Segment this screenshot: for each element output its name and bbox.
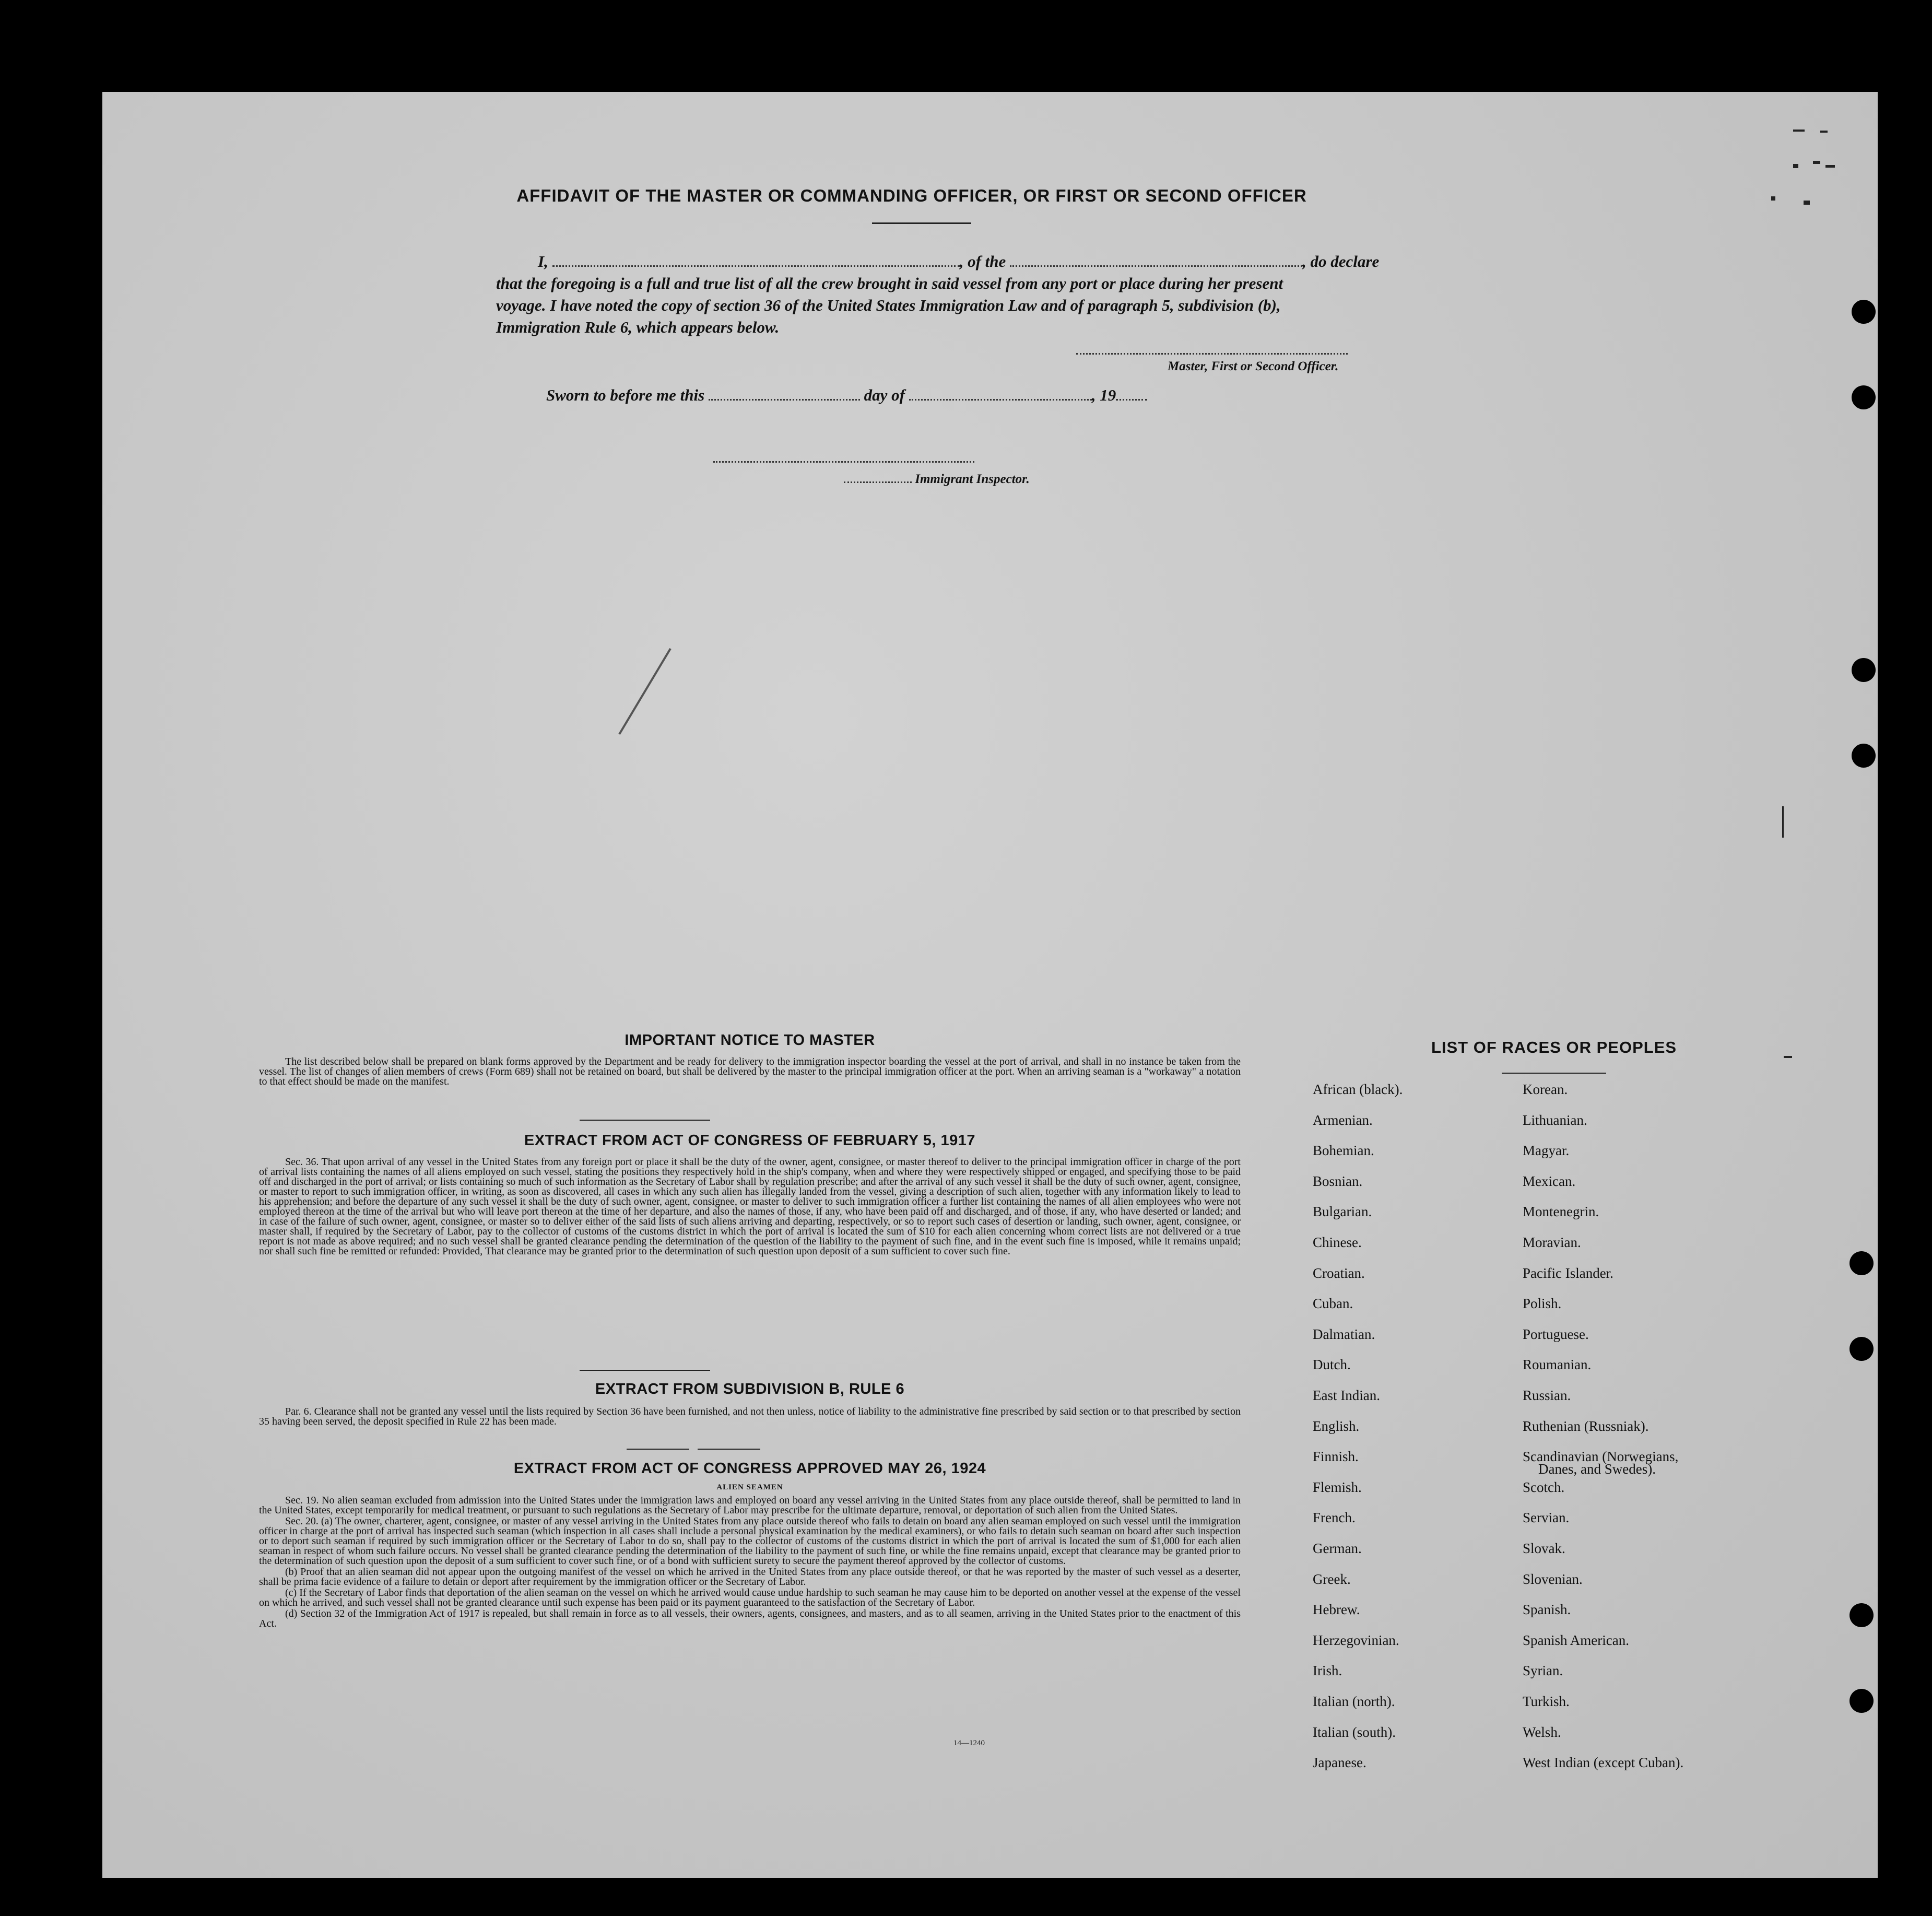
word-of-the: , of the bbox=[959, 252, 1006, 271]
punch-hole bbox=[1849, 1603, 1874, 1627]
left-race-item: Japanese. bbox=[1313, 1755, 1366, 1771]
binding-mark bbox=[1813, 161, 1820, 164]
right-race-item: Syrian. bbox=[1523, 1663, 1563, 1679]
notice-title: IMPORTANT NOTICE TO MASTER bbox=[625, 1032, 875, 1049]
word-i: I, bbox=[538, 252, 548, 271]
left-race-item: Flemish. bbox=[1313, 1479, 1362, 1495]
left-race-item: Irish. bbox=[1313, 1663, 1342, 1679]
right-race-item: Turkish. bbox=[1523, 1694, 1570, 1709]
right-race-item: Lithuanian. bbox=[1523, 1112, 1587, 1128]
extract-rule6-title: EXTRACT FROM SUBDIVISION B, RULE 6 bbox=[595, 1381, 905, 1397]
master-caption: Master, First or Second Officer. bbox=[1168, 359, 1339, 373]
extract-1924-body bbox=[259, 1496, 1241, 1630]
right-race-item: Spanish. bbox=[1523, 1602, 1571, 1618]
right-race-item: Polish. bbox=[1523, 1296, 1562, 1312]
left-race-item: Bohemian. bbox=[1313, 1143, 1374, 1159]
year-prefix: , 19 bbox=[1091, 386, 1116, 404]
extract-1924-paragraph: (d) Section 32 of the Immigration Act of 1917 is repealed, but shall remain in force as to all vessels, their owners, agents, consignees, and masters, and as to all seamen, arriving in the United States prior to the enactment of this Act. bbox=[259, 1608, 1241, 1629]
section-divider bbox=[580, 1120, 710, 1121]
form-number: 14—1240 bbox=[953, 1739, 985, 1747]
sworn-day-blank[interactable] bbox=[709, 396, 860, 401]
left-race-item: Finnish. bbox=[1313, 1449, 1359, 1465]
punch-hole bbox=[1849, 1251, 1874, 1275]
notice-paragraph: The list described below shall be prepared on blank forms approved by the Department and be ready for delivery to the immigration inspector boarding the vessel at the port of arrival, and shall in no instance be taken from the vessel. The list of changes of alien members of crews (Form 689) shall not be retained on board, but shall be delivered by the master to the principal immigration officer at the port. When an arriving seaman is a "workaway" a notation to that effect should be made on the manifest. bbox=[259, 1056, 1241, 1087]
name-blank[interactable] bbox=[552, 262, 960, 267]
declaration-line-1: that the foregoing is a full and true list of all the crew brought in said vessel from any port or place during her present bbox=[496, 274, 1283, 292]
inspector-blank[interactable] bbox=[844, 478, 912, 483]
left-race-item: Bulgarian. bbox=[1313, 1204, 1372, 1220]
right-race-item: Montenegrin. bbox=[1523, 1204, 1599, 1220]
punch-hole bbox=[1852, 658, 1876, 682]
extract-1924-paragraph: Sec. 20. (a) The owner, charterer, agent, consignee, or master of any vessel arriving in the United States from any place outside thereof who fails to detain on board any alien seaman employed on such vessel until the immigration officer in charge at the port of arrival has inspected such seaman (which inspection in all cases shall include a personal physical examination by the medical examiners), or who fails to detain such seaman on board after such inspection or to deport such seaman if required by such immigration officer or the Secretary of Labor to do so, shall pay to the collector of customs of the customs district in which the port of arrival is located the sum of $1,000 for each alien seaman in respect of whom such failure occurs. No vessel shall be granted clearance pending the determination of the liability to the payment of such fine, or while the fine remains unpaid, except that clearance may be granted prior to the determination of such question upon the deposit of a sum sufficient to cover such fine, or of a bond with sufficient surety to secure the payment thereof approved by the collector of customs. bbox=[259, 1515, 1241, 1567]
inspector-signature-line[interactable] bbox=[713, 461, 974, 463]
binding-mark bbox=[1771, 196, 1775, 201]
races-title: LIST OF RACES OR PEOPLES bbox=[1431, 1038, 1677, 1056]
right-race-item: Magyar. bbox=[1523, 1143, 1570, 1159]
left-race-item: Italian (north). bbox=[1313, 1694, 1395, 1709]
left-race-item: East Indian. bbox=[1313, 1388, 1380, 1403]
declaration-line-2: voyage. I have noted the copy of section 36 of the United States Immigration Law and of paragraph 5, subdivision (b), bbox=[496, 296, 1281, 314]
right-race-item: Pacific Islander. bbox=[1523, 1265, 1613, 1281]
punch-hole bbox=[1852, 385, 1876, 409]
right-race-item: Korean. bbox=[1523, 1082, 1568, 1097]
extract-1924-paragraph: (c) If the Secretary of Labor finds that deportation of the alien seaman on the vessel on which he arrived would cause undue hardship to such seaman he may cause him to be deported on another vessel at the expense of the vessel on which he arrived, and such vessel shall not be granted clearance until such expense has been paid or its payment guaranteed to the satisfaction of the Secretary of Labor. bbox=[259, 1587, 1241, 1608]
section-divider bbox=[627, 1449, 689, 1450]
extract-1917-body bbox=[259, 1157, 1241, 1257]
punch-hole bbox=[1849, 1337, 1874, 1361]
left-race-item: German. bbox=[1313, 1541, 1362, 1556]
left-race-item: Cuban. bbox=[1313, 1296, 1353, 1312]
left-race-item: Herzegovinian. bbox=[1313, 1632, 1399, 1648]
binding-mark bbox=[1820, 131, 1828, 133]
left-race-item: Bosnian. bbox=[1313, 1173, 1363, 1189]
right-race-item: Scotch. bbox=[1523, 1479, 1565, 1495]
day-of-text: day of bbox=[864, 386, 905, 404]
master-signature-line[interactable] bbox=[1076, 353, 1348, 355]
left-race-item: Dutch. bbox=[1313, 1357, 1351, 1373]
extract-rule6-paragraph: Par. 6. Clearance shall not be granted any vessel until the lists required by Section 36 have been furnished, and not then unless, notice of liability to the administrative fine prescribed by said section or to that prescribed by section 35 having been served, the deposit specified in Rule 22 has been made. bbox=[259, 1406, 1241, 1427]
left-race-item: Armenian. bbox=[1313, 1112, 1373, 1128]
alien-seamen-subtitle: ALIEN SEAMEN bbox=[716, 1483, 783, 1491]
left-race-item: African (black). bbox=[1313, 1082, 1403, 1097]
left-race-item: Croatian. bbox=[1313, 1265, 1365, 1281]
left-race-item: Italian (south). bbox=[1313, 1724, 1396, 1740]
inspector-line bbox=[844, 472, 1030, 487]
punch-hole bbox=[1852, 300, 1876, 324]
vessel-blank[interactable] bbox=[1010, 262, 1302, 267]
extract-1924-paragraph: Sec. 19. No alien seaman excluded from admission into the United States under the immigration laws and employed on board any vessel arriving in the United States from any place outside thereof, shall be permitted to land in the United States, except temporarily for medical treatment, or pursuant to such regulations as the Secretary of Labor may prescribe for the ultimate departure, removal, or deportation of such alien from the United States. bbox=[259, 1495, 1241, 1516]
extract-1924-paragraph: (b) Proof that an alien seaman did not appear upon the outgoing manifest of the vessel on which he arrived in the United States from any place outside thereof, or that he was reported by the master of such vessel as a deserter, shall be prima facie evidence of a failure to detain or deport after requirement by the immigration officer or the Secretary of Labor. bbox=[259, 1566, 1241, 1588]
right-race-item: Portuguese. bbox=[1523, 1326, 1589, 1342]
right-race-item: Slovenian. bbox=[1523, 1571, 1583, 1587]
right-race-item: Roumanian. bbox=[1523, 1357, 1592, 1373]
stray-mark-graphic bbox=[614, 645, 677, 739]
left-race-item: Dalmatian. bbox=[1313, 1326, 1375, 1342]
section-divider bbox=[580, 1370, 710, 1371]
right-race-item: Welsh. bbox=[1523, 1724, 1561, 1740]
binding-mark bbox=[1793, 130, 1805, 132]
right-race-item: Slovak. bbox=[1523, 1541, 1565, 1556]
left-race-item: French. bbox=[1313, 1510, 1356, 1526]
right-race-item: Ruthenian (Russniak). bbox=[1523, 1418, 1649, 1434]
binding-mark bbox=[1784, 1056, 1792, 1058]
form-sheet bbox=[102, 92, 1878, 1878]
affidavit-declaration bbox=[496, 251, 1483, 338]
section-divider bbox=[698, 1449, 760, 1450]
left-race-item: Greek. bbox=[1313, 1571, 1351, 1587]
extract-1917-title: EXTRACT FROM ACT OF CONGRESS OF FEBRUARY 5, 1917 bbox=[524, 1132, 976, 1149]
sworn-year-blank[interactable] bbox=[1116, 396, 1147, 401]
binding-mark bbox=[1793, 164, 1798, 168]
right-race-item: Moravian. bbox=[1523, 1235, 1581, 1250]
binding-mark bbox=[1825, 165, 1835, 168]
sworn-line bbox=[546, 384, 1147, 406]
punch-hole bbox=[1852, 744, 1876, 768]
left-race-item: English. bbox=[1313, 1418, 1360, 1434]
right-race-item: Scandinavian (Norwegians, Danes, and Swedes). bbox=[1523, 1449, 1679, 1477]
right-race-item: Russian. bbox=[1523, 1388, 1571, 1403]
sworn-text: Sworn to before me this bbox=[546, 386, 705, 404]
right-race-item: Mexican. bbox=[1523, 1173, 1576, 1189]
extract-1917-paragraph: Sec. 36. That upon arrival of any vessel in the United States from any foreign port or place it shall be the duty of the owner, agent, consignee, or master thereof to deliver to the principal immigration officer in charge of the port of arrival lists containing the names of all aliens employed on such vessel, stating the positions they respectively hold in the ship's company, when and where they were respectively shipped or engaged, and specifying those to be paid off and discharged in the port of arrival; or lists containing so much of such information as the Secretary of Labor shall by regulation prescribe; and after the arrival of any such vessel it shall be the duty of such owner, agent, consignee, or master to report to such immigration officer, in writing, as soon as discovered, all cases in which any such alien has illegally landed from the vessel, giving a description of such alien, together with any information likely to lead to his apprehension; and before the departure of any such vessel it shall be the duty of such owner, agent, consignee, or master to deliver to such immigration officer a further list containing the names of all alien employees who were not employed thereon at the time of the arrival but who will leave port thereon at the time of her departure, and also the names of those, if any, who have been paid off and discharged, and of those, if any, who have deserted or landed; and in case of the failure of such owner, agent, consignee, or master so to deliver either of the said lists of such aliens arriving and departing, respectively, or so to report such cases of desertion or landing, such owner, agent, consignee, or master shall, if required by the Secretary of Labor, pay to the collector of customs of the customs district in which the port of arrival is located the sum of $10 for each alien concerning whom correct lists are not delivered or a true report is not made as above required; and no such vessel shall be granted clearance pending the determination of the question of the liability to the payment of such fine, and in the event such fine is imposed, while it remains unpaid; nor shall such fine be remitted or refunded: Provided, That clearance may be granted prior to the determination of such question upon deposit of a sum sufficient to cover such fine. bbox=[259, 1156, 1241, 1257]
binding-mark bbox=[1782, 806, 1784, 838]
right-race-item: Servian. bbox=[1523, 1510, 1570, 1526]
notice-body bbox=[259, 1057, 1241, 1088]
title-divider bbox=[872, 222, 971, 224]
right-race-item: Spanish American. bbox=[1523, 1632, 1629, 1648]
affidavit-title: AFFIDAVIT OF THE MASTER OR COMMANDING OFFICER, OR FIRST OR SECOND OFFICER bbox=[516, 186, 1307, 205]
races-divider bbox=[1502, 1073, 1606, 1074]
right-race-item: West Indian (except Cuban). bbox=[1523, 1755, 1684, 1771]
punch-hole bbox=[1849, 1689, 1874, 1713]
extract-rule6-body bbox=[259, 1407, 1241, 1428]
extract-1924-title: EXTRACT FROM ACT OF CONGRESS APPROVED MAY 26, 1924 bbox=[513, 1460, 986, 1477]
word-do-declare: , do declare bbox=[1302, 252, 1380, 271]
left-race-item: Hebrew. bbox=[1313, 1602, 1360, 1618]
binding-mark bbox=[1804, 201, 1810, 205]
left-race-item: Chinese. bbox=[1313, 1235, 1362, 1250]
sworn-month-blank[interactable] bbox=[909, 396, 1092, 401]
inspector-caption: Immigrant Inspector. bbox=[915, 472, 1030, 486]
declaration-line-3: Immigration Rule 6, which appears below. bbox=[496, 318, 780, 336]
